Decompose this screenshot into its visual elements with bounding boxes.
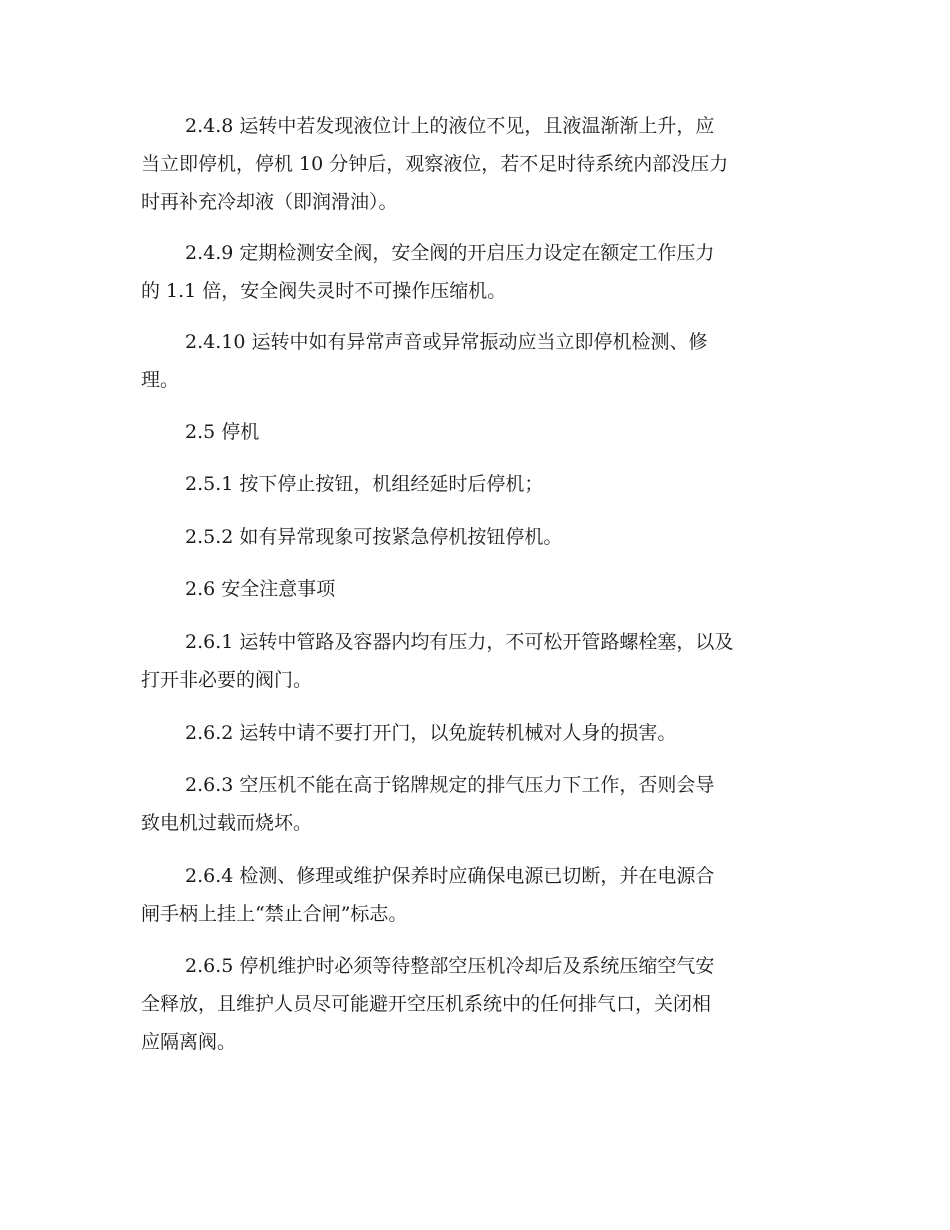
text-line: 的 1.1 倍，安全阀失灵时不可操作压缩机。 — [141, 280, 507, 302]
text-line: 2.4.8 运转中若发现液位计上的液位不见，且液温渐渐上升，应 — [185, 115, 715, 137]
text-line: 理。 — [141, 369, 180, 391]
text-line: 2.6.4 检测、修理或维护保养时应确保电源已切断，并在电源合 — [185, 865, 715, 887]
paragraph-2-5-1 — [141, 465, 811, 503]
text-line: 2.6 安全注意事项 — [185, 578, 336, 600]
text-line: 2.5.2 如有异常现象可按紧急停机按钮停机。 — [185, 526, 563, 548]
paragraph-2-4-8 — [141, 107, 811, 221]
text-line: 2.5 停机 — [185, 421, 260, 443]
text-line: 闸手柄上挂上“禁止合闸”标志。 — [141, 903, 408, 925]
text-line: 2.4.9 定期检测安全阀，安全阀的开启压力设定在额定工作压力 — [185, 242, 715, 264]
text-line: 当立即停机，停机 10 分钟后，观察液位，若不足时待系统内部没压力 — [141, 153, 729, 175]
paragraph-2-6-4 — [141, 857, 811, 933]
paragraph-2-6-5 — [141, 947, 811, 1061]
text-line: 2.6.1 运转中管路及容器内均有压力，不可松开管路螺栓塞，以及 — [185, 631, 734, 653]
paragraph-2-6-3 — [141, 766, 811, 842]
paragraph-2-5-2 — [141, 518, 811, 556]
paragraph-2-4-10 — [141, 323, 811, 399]
paragraph-2-4-9 — [141, 234, 811, 310]
section-heading-2-5 — [141, 413, 811, 451]
text-line: 2.6.5 停机维护时必须等待整部空压机冷却后及系统压缩空气安 — [185, 955, 715, 977]
text-line: 应隔离阀。 — [141, 1031, 237, 1053]
text-line: 2.4.10 运转中如有异常声音或异常振动应当立即停机检测、修 — [185, 331, 708, 353]
text-line: 2.6.2 运转中请不要打开门，以免旋转机械对人身的损害。 — [185, 722, 677, 744]
section-heading-2-6 — [141, 570, 811, 608]
paragraph-2-6-2 — [141, 714, 811, 752]
text-line: 打开非必要的阀门。 — [141, 669, 313, 691]
text-line: 2.5.1 按下停止按钮，机组经延时后停机； — [185, 473, 544, 495]
text-line: 致电机过载而烧坏。 — [141, 812, 313, 834]
text-line: 时再补充冷却液（即润滑油）。 — [141, 191, 398, 213]
text-line: 全释放，且维护人员尽可能避开空压机系统中的任何排气口，关闭相 — [141, 993, 712, 1015]
text-line: 2.6.3 空压机不能在高于铭牌规定的排气压力下工作，否则会导 — [185, 774, 715, 796]
paragraph-2-6-1 — [141, 623, 811, 699]
